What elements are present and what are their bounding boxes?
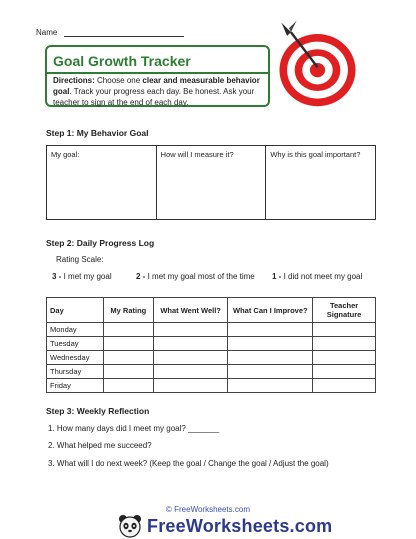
- reflection-question-3: 3. What will I do next week? (Keep the goal / Change the goal / Adjust the goal): [48, 459, 329, 468]
- day-cell: Thursday: [47, 365, 104, 379]
- scale-text: I met my goal: [63, 272, 112, 281]
- table-header-row: [47, 298, 376, 323]
- improve-cell[interactable]: [228, 323, 313, 337]
- directions-bold: clear and measurable behavior goal: [53, 76, 260, 96]
- logo-worksheets: Worksheets.com: [185, 515, 333, 536]
- measure-cell[interactable]: [157, 146, 267, 219]
- table-row: [47, 379, 376, 393]
- rating-cell[interactable]: [103, 337, 153, 351]
- rating-cell[interactable]: [103, 379, 153, 393]
- header-signature: Teacher Signature: [313, 298, 376, 323]
- logo-free: Free: [147, 515, 186, 536]
- footer-copyright[interactable]: © FreeWorksheets.com: [166, 505, 250, 514]
- scale-item-1: [272, 272, 362, 281]
- improve-cell[interactable]: [228, 379, 313, 393]
- header-improve: What Can I Improve?: [228, 298, 313, 323]
- header-went-well: What Went Well?: [153, 298, 228, 323]
- reflection-question-1: 1. How many days did I meet my goal? _______: [48, 424, 220, 433]
- measure-label: How will I measure it?: [160, 150, 234, 159]
- directions-part1: Choose one: [97, 76, 141, 85]
- signature-cell[interactable]: [313, 337, 376, 351]
- importance-cell[interactable]: [266, 146, 375, 219]
- importance-label: Why is this goal important?: [270, 150, 361, 159]
- step1-heading: Step 1: My Behavior Goal: [46, 128, 149, 138]
- day-cell: Tuesday: [47, 337, 104, 351]
- reflection-question-2: 2. What helped me succeed?: [48, 441, 152, 450]
- title-divider: [47, 72, 268, 74]
- name-row: [36, 28, 184, 37]
- scale-item-2: [136, 272, 255, 281]
- rating-scale-label: Rating Scale:: [56, 255, 104, 264]
- name-field[interactable]: [64, 28, 184, 37]
- scale-key: 1 -: [272, 272, 282, 281]
- went-well-cell[interactable]: [153, 351, 228, 365]
- day-cell: Friday: [47, 379, 104, 393]
- day-cell: Wednesday: [47, 351, 104, 365]
- improve-cell[interactable]: [228, 365, 313, 379]
- went-well-cell[interactable]: [153, 323, 228, 337]
- scale-text: I met my goal most of the time: [147, 272, 255, 281]
- directions-label: Directions:: [53, 76, 95, 85]
- table-row: [47, 351, 376, 365]
- improve-cell[interactable]: [228, 337, 313, 351]
- scale-key: 2 -: [136, 272, 146, 281]
- scale-item-3: [52, 272, 112, 281]
- footer-logo[interactable]: [117, 514, 332, 538]
- rating-cell[interactable]: [103, 351, 153, 365]
- bullseye-target-with-dart-icon: [270, 15, 365, 110]
- panda-icon: [117, 514, 143, 538]
- went-well-cell[interactable]: [153, 365, 228, 379]
- signature-cell[interactable]: [313, 365, 376, 379]
- rating-cell[interactable]: [103, 323, 153, 337]
- page-title: Goal Growth Tracker: [53, 53, 191, 69]
- signature-cell[interactable]: [313, 323, 376, 337]
- scale-key: 3 -: [52, 272, 62, 281]
- goal-label: My goal:: [51, 150, 80, 159]
- table-row: [47, 323, 376, 337]
- directions-text: [53, 75, 262, 108]
- day-cell: Monday: [47, 323, 104, 337]
- improve-cell[interactable]: [228, 351, 313, 365]
- header-day: Day: [47, 298, 104, 323]
- goal-cell[interactable]: [47, 146, 157, 219]
- table-row: [47, 365, 376, 379]
- went-well-cell[interactable]: [153, 337, 228, 351]
- step3-heading: Step 3: Weekly Reflection: [46, 406, 150, 416]
- header-rating: My Rating: [103, 298, 153, 323]
- signature-cell[interactable]: [313, 351, 376, 365]
- went-well-cell[interactable]: [153, 379, 228, 393]
- goal-grid: [46, 145, 376, 220]
- table-row: [47, 337, 376, 351]
- signature-cell[interactable]: [313, 379, 376, 393]
- title-box: [45, 45, 270, 107]
- name-label: Name: [36, 28, 58, 37]
- step2-heading: Step 2: Daily Progress Log: [46, 238, 155, 248]
- rating-cell[interactable]: [103, 365, 153, 379]
- progress-log-table: [46, 297, 376, 393]
- directions-part2: . Track your progress each day. Be honest. Ask your teacher to sign at the end of each day.: [53, 87, 255, 107]
- scale-text: I did not meet my goal: [283, 272, 363, 281]
